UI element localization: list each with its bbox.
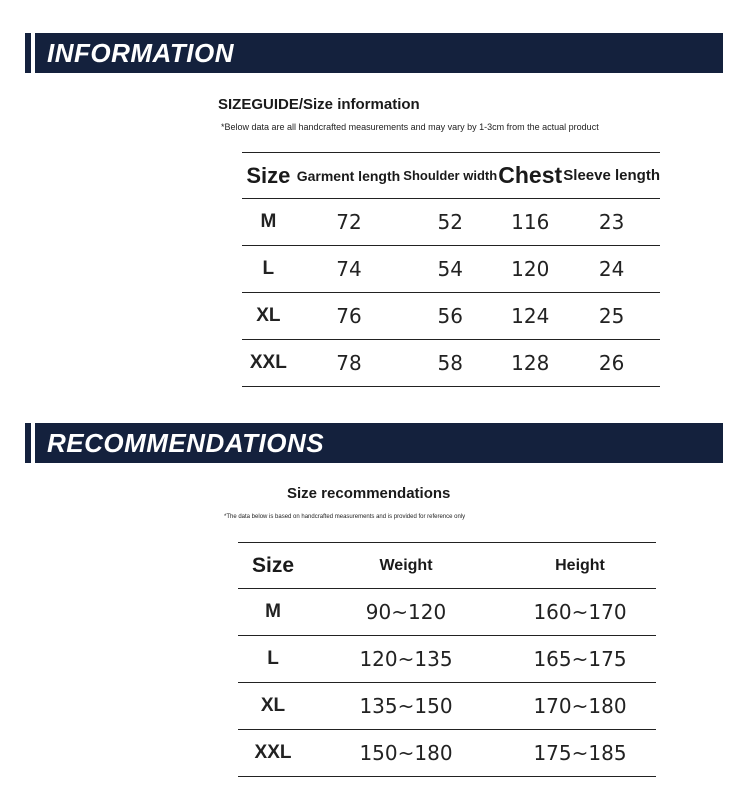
table-row xyxy=(238,730,656,777)
shoulder-width-cell: 54 xyxy=(437,257,463,281)
height-cell: 175~185 xyxy=(533,741,627,765)
weight-cell: 120~135 xyxy=(359,647,453,671)
size-cell: XL xyxy=(256,305,281,326)
column-header-size: Size xyxy=(251,553,295,577)
size-recommendations-note: *The data below is based on handcrafted measurements and is provided for reference only xyxy=(224,514,466,520)
height-cell: 160~170 xyxy=(533,600,627,624)
sleeve-length-cell: 24 xyxy=(598,257,625,281)
weight-cell: 90~120 xyxy=(365,600,447,624)
chest-cell: 128 xyxy=(511,351,550,375)
column-header-chest: Chest xyxy=(498,162,563,188)
size-cell: XXL xyxy=(254,742,292,763)
table-row xyxy=(242,340,660,387)
column-header-height: Height xyxy=(555,556,605,574)
table-row xyxy=(242,293,660,340)
column-header-garment-length: Garment length xyxy=(296,167,401,184)
banner-accent xyxy=(25,423,35,463)
table-row xyxy=(242,199,660,246)
size-cell: XL xyxy=(260,695,286,716)
size-guide-note: *Below data are all handcrafted measurements and may vary by 1-3cm from the actual product xyxy=(221,122,599,132)
table-header-row xyxy=(242,153,660,199)
weight-cell: 150~180 xyxy=(359,741,453,765)
garment-length-cell: 76 xyxy=(336,304,362,328)
chest-cell: 124 xyxy=(511,304,550,328)
garment-length-cell: 78 xyxy=(336,351,362,375)
size-recommendations-heading: Size recommendations xyxy=(287,485,451,502)
shoulder-width-cell: 58 xyxy=(437,351,463,375)
size-cell: L xyxy=(267,648,279,669)
recommendations-banner-title: RECOMMENDATIONS xyxy=(47,428,325,458)
garment-length-cell: 72 xyxy=(336,210,362,234)
information-banner-title: INFORMATION xyxy=(47,38,234,68)
column-header-size: Size xyxy=(246,162,291,188)
table-header-row xyxy=(238,543,656,589)
shoulder-width-cell: 56 xyxy=(437,304,463,328)
column-header-weight: Weight xyxy=(379,556,433,574)
size-cell: M xyxy=(265,601,281,622)
sleeve-length-cell: 26 xyxy=(598,351,625,375)
size-cell: L xyxy=(262,258,275,279)
size-information-table xyxy=(242,152,660,387)
table-row xyxy=(238,683,656,730)
height-cell: 170~180 xyxy=(533,694,627,718)
height-cell: 165~175 xyxy=(533,647,627,671)
table-row xyxy=(238,636,656,683)
shoulder-width-cell: 52 xyxy=(437,210,463,234)
information-banner xyxy=(25,33,723,73)
size-cell: XXL xyxy=(249,352,287,373)
sleeve-length-cell: 23 xyxy=(598,210,625,234)
size-guide-heading: SIZEGUIDE/Size information xyxy=(218,96,420,113)
table-row xyxy=(242,246,660,293)
weight-cell: 135~150 xyxy=(359,694,453,718)
chest-cell: 116 xyxy=(511,210,550,234)
recommendations-banner xyxy=(25,423,723,463)
size-recommendations-table xyxy=(238,542,656,777)
table-row xyxy=(238,589,656,636)
garment-length-cell: 74 xyxy=(336,257,362,281)
chest-cell: 120 xyxy=(511,257,550,281)
column-header-shoulder-width: Shoulder width xyxy=(403,168,498,183)
size-cell: M xyxy=(260,211,277,232)
column-header-sleeve-length: Sleeve length xyxy=(563,167,660,184)
sleeve-length-cell: 25 xyxy=(598,304,625,328)
banner-accent xyxy=(25,33,35,73)
